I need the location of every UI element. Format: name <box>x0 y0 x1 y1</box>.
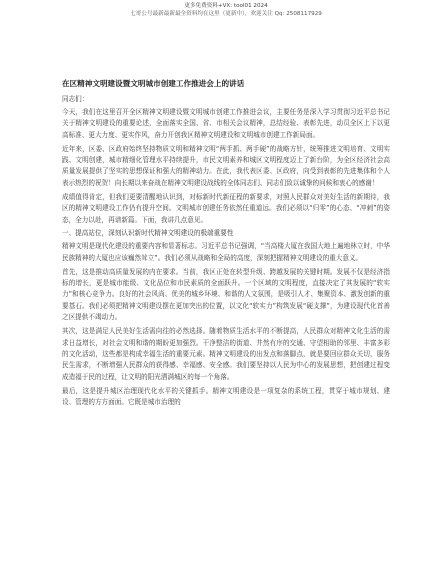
paragraph: 首先，这是推动高质量发展的内在要求。当前，我区正处在转型升级、跨越发展的关键时期。发展不仅是经济指标的增长，更是城市能级、文化品位和市民素质的全面跃升。一个区域的文明程度，直接决定了其发展的“软实力”和核心竞争力。良好的社会风尚、优美的城乡环境、和谐的人文氛围，是吸引人才、集聚资本、激发创新的重要基石。我们必须把精神文明建设摆在更加突出的位置，以文化“软实力”构筑发展“硬支撑”，为建设现代化首善之区提供不竭动力。 <box>62 267 390 322</box>
paragraph: 近年来，区委、区政府始终坚持物质文明和精神文明“两手抓、两手硬”的战略方针，统筹推进文明培育、文明实践、文明创建，城市精细化管理水平持续提升，市民文明素养和城区文明程度迈上了新台阶，为全区经济社会高质量发展提供了坚实的思想保证和强大的精神动力。在此，我代表区委、区政府，向受到表彰的先进集体和个人表示热烈的祝贺！向长期以来奋战在精神文明建设战线的全体同志们、同志们致以诚挚的问候和衷心的感谢！ <box>62 144 390 187</box>
header-line-2: 七哥公号最新最新最全资料均在这里（更新中），欢迎关注 Qq: 2508117929 <box>130 11 322 17</box>
document-title: 在区精神文明建设暨文明城市创建工作推进会上的讲话 <box>62 79 245 88</box>
paragraph: 其次，这是满足人民美好生活需向往的必然选择。随着物质生活水平的不断提高，人民群众对精神文化生活的需求日益增长，对社会文明和谐的期盼更加强烈。干净整洁的街道、井然有序的交通、守望相助的邻里、丰富多彩的文化活动，这些都是构成幸福生活的重要元素。精神文明建设的出发点和落脚点，就是要回应群众关切，服务民生需求，不断增强人民群众的获得感、幸福感、安全感。我们要坚持以人民为中心的发展思想，把创建过程变成造福于民的过程，让文明的阳光洒满城区的每一个角落。 <box>62 327 390 381</box>
greeting: 同志们： <box>62 95 89 103</box>
paragraph: 今天，我们在这里召开全区精神文明建设暨文明城市创建工作推进会议，主要任务是深入学习贯彻习近平总书记关于精神文明建设的重要论述，全面落实全国、省、市相关会议精神，总结经验、表彰先进，动员全区上下以更高标准、更大力度、更实作风，奋力开创我区精神文明建设和文明城市创建工作新局面。 <box>62 108 390 139</box>
header-line-1: 更多免费资料+VX: tool01 2024 <box>184 3 268 9</box>
paragraph: 成绩值得肯定，但我们更要清醒地认识到，对标新时代新征程的新要求，对照人民群众对美好生活的新期待，我区的精神文明建设工作仍有提升空间。文明城市创建任务依然任重道远。我们必须以“归零”的心态、“冲刺”的姿态，全力以赴，再谱新篇。下面，我讲几点意见。 <box>62 193 390 224</box>
paragraph: 最后，这是提升城区治理现代化水平的关键抓手。精神文明建设是一项复杂的系统工程，贯穿于城市规划、建设、管理的方方面面。它既是城市治理的 <box>62 386 390 407</box>
page-header <box>62 0 390 18</box>
paragraph: 精神文明是现代化建设的重要内容和显著标志。习近平总书记强调，“当高楼大厦在我国大地上遍地林立时，中华民族精神的大厦也应该巍然耸立”。我们必须从战略和全局的高度，深刻把握精神文明建设的重大意义。 <box>62 242 390 262</box>
section-heading: 一、提高站位，深刻认识新时代精神文明建设的极端重要性 <box>62 228 234 237</box>
